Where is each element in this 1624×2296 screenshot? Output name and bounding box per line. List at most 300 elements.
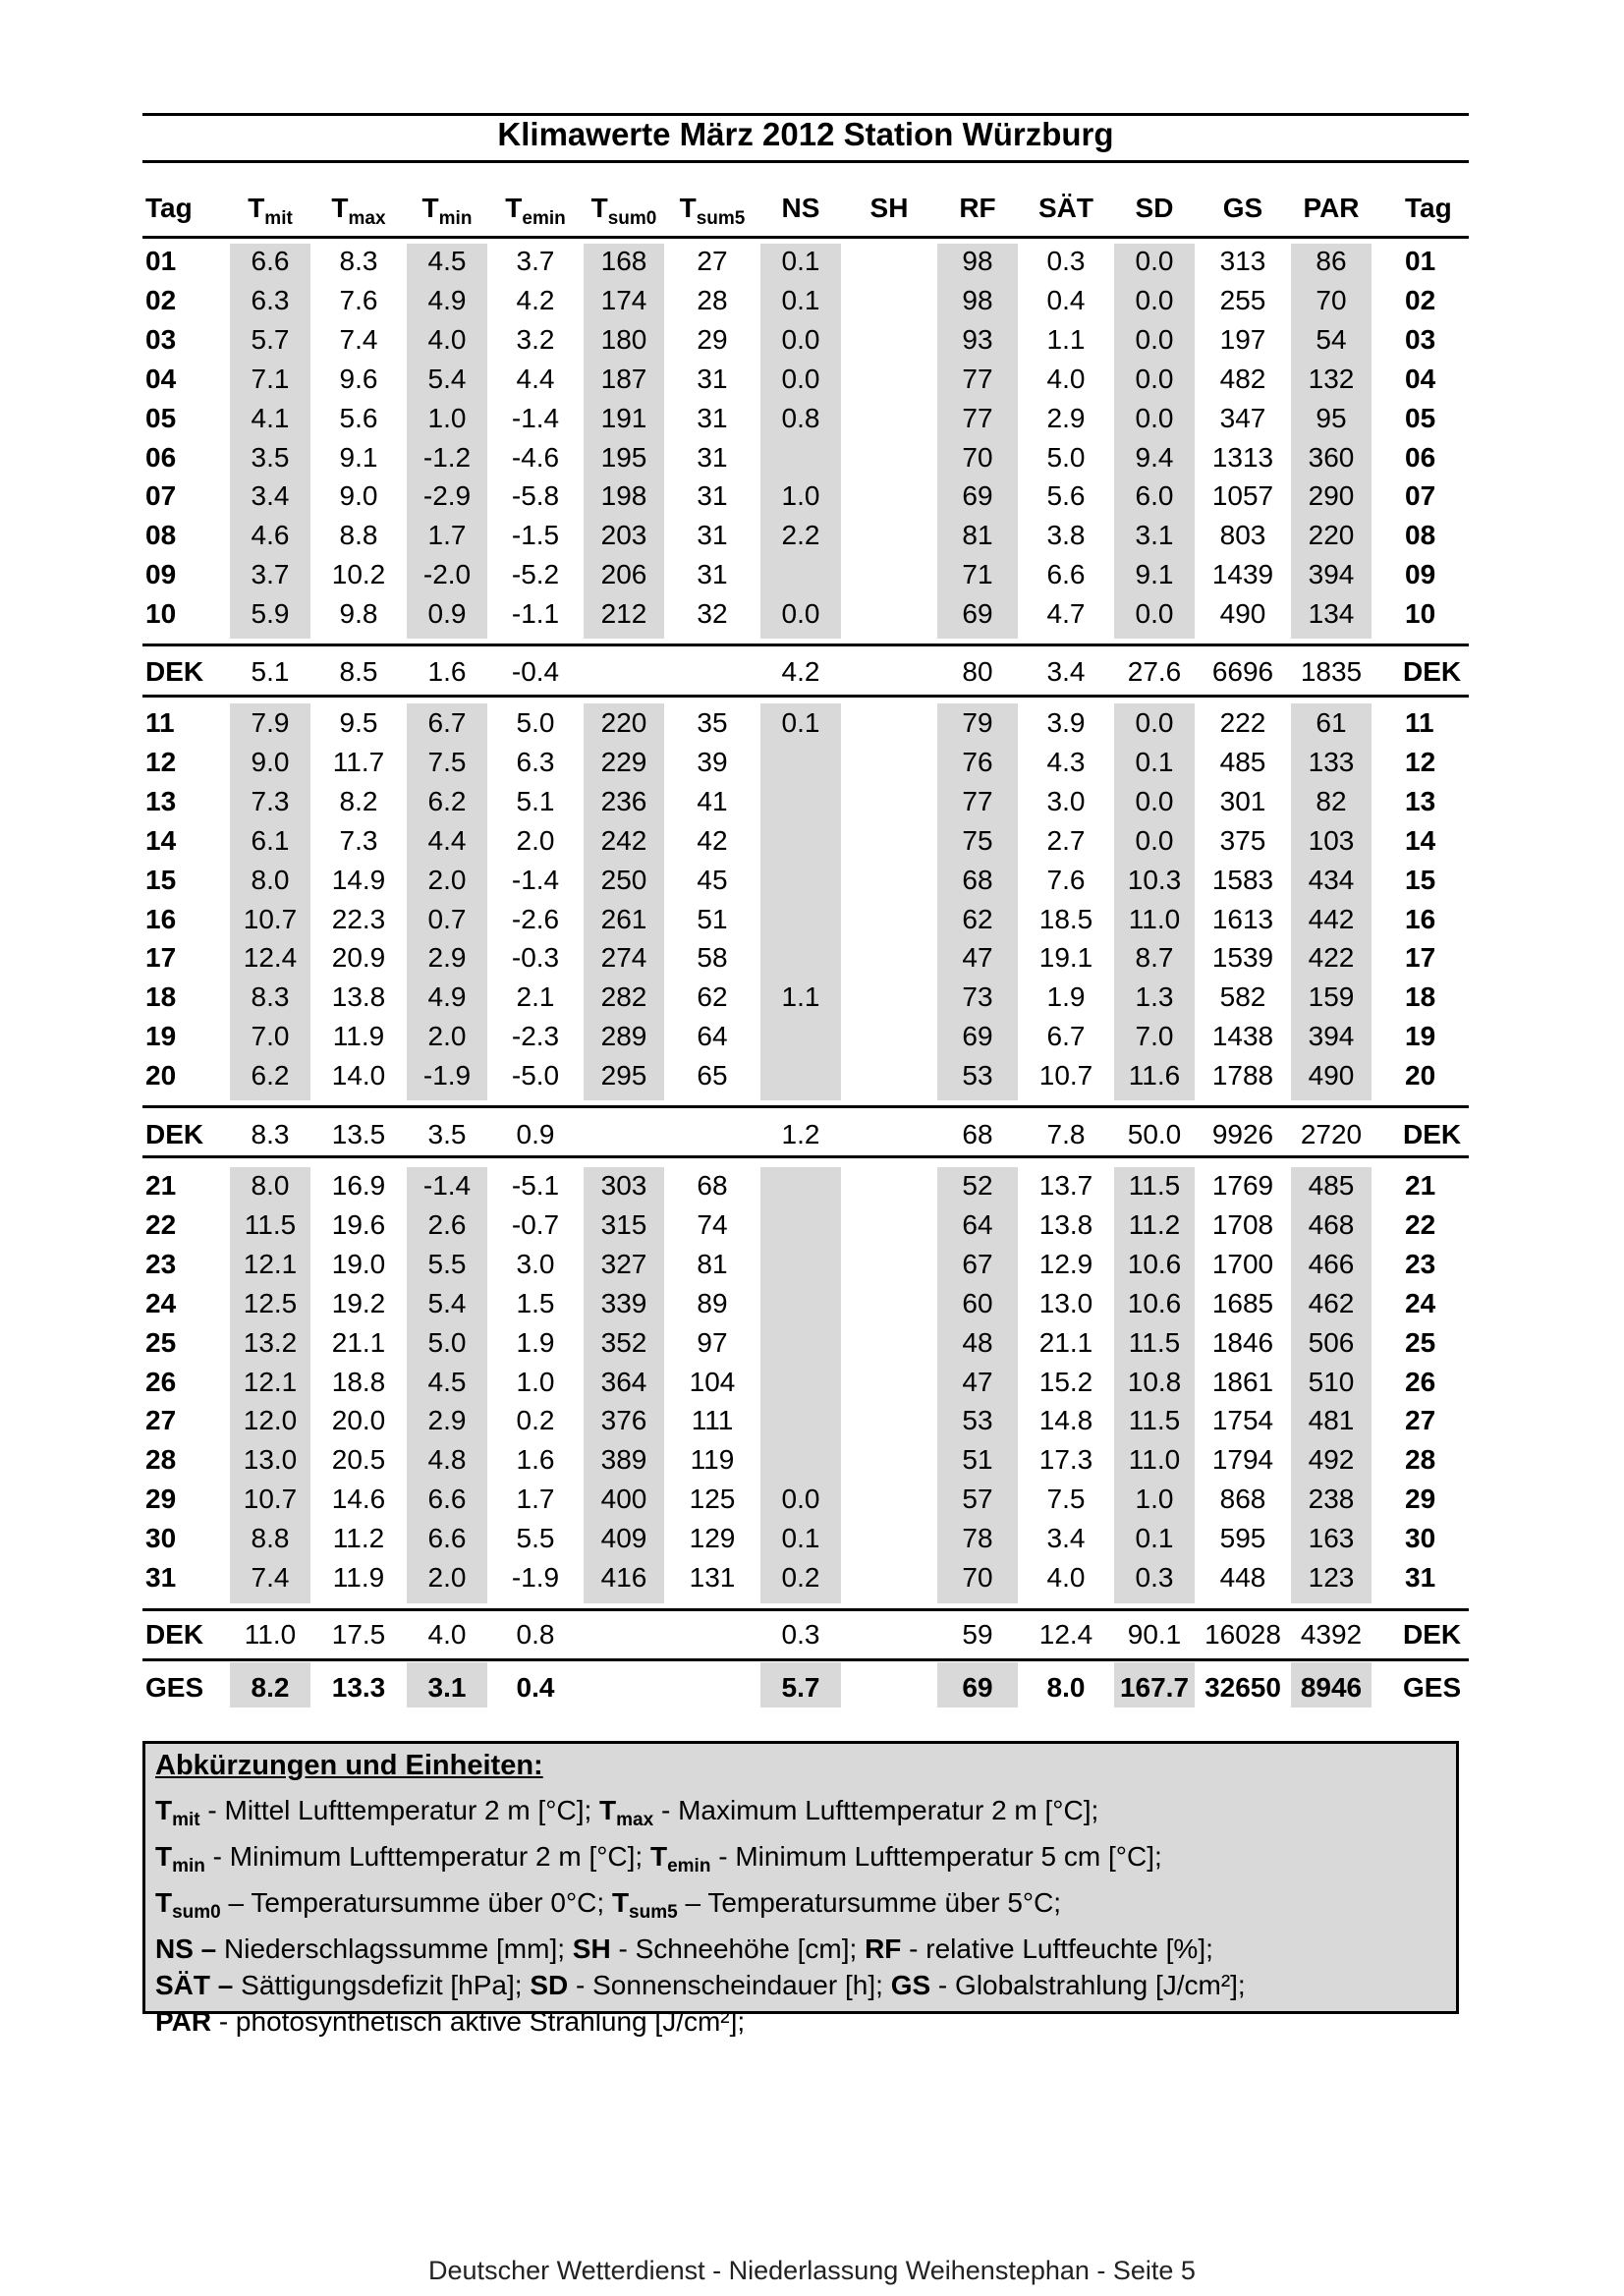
table-cell: 5.7 [251,323,290,355]
table-cell: 4.0 [1046,1562,1086,1593]
table-cell: -1.1 [511,598,560,630]
table-cell: 19.6 [331,1208,386,1240]
table-cell: 8.0 [1046,1672,1086,1703]
table-cell: 206 [600,559,647,590]
table-cell: 11.7 [332,746,385,777]
table-cell: 69 [962,1021,993,1052]
table-cell: 10.6 [1127,1287,1182,1318]
day-label: 28 [145,1444,177,1476]
table-cell: 0.3 [1135,1562,1174,1593]
table-cell: 0.8 [516,1619,555,1650]
table-cell: 7.8 [1046,1119,1086,1149]
table-cell: 11.5 [1128,1326,1181,1358]
day-label: 01 [1405,246,1436,276]
table-cell: 11.6 [1128,1060,1181,1092]
day-label: 15 [1405,864,1436,895]
table-cell: 12.0 [243,1405,298,1436]
table-cell: 98 [962,246,993,276]
table-cell: 11.9 [332,1562,385,1593]
table-cell: 22.3 [331,903,386,934]
page-footer: Deutscher Wetterdienst - Niederlassung Weihenstephan - Seite 5 [428,2256,1196,2285]
day-label: 13 [145,785,177,816]
table-cell: 1.5 [516,1287,555,1318]
table-cell: 4.0 [1046,363,1086,394]
table-cell: 11.0 [1128,1444,1181,1476]
table-cell: 27 [697,246,728,276]
table-cell: 9.5 [339,707,378,738]
table-cell: 1.2 [781,1119,820,1149]
table-cell: 17.5 [331,1619,386,1650]
day-label: 23 [1405,1248,1436,1279]
table-cell: 315 [600,1208,647,1240]
table-cell: 8.2 [251,1672,290,1703]
table-cell: 123 [1308,1562,1355,1593]
ges-label: GES [145,1672,204,1703]
table-cell: 42 [697,824,728,856]
table-cell: -1.9 [422,1060,472,1092]
table-cell: 3.4 [1046,1523,1086,1554]
table-cell: 5.0 [427,1326,467,1358]
table-cell: 313 [1219,246,1266,276]
table-cell: 10.7 [243,1484,298,1515]
table-cell: 17.3 [1038,1444,1093,1476]
table-cell: 1708 [1211,1208,1274,1240]
table-cell: 3.1 [1135,520,1174,551]
table-cell: 2.9 [427,1405,467,1436]
table-cell: 1.0 [516,1366,555,1397]
table-cell: -1.4 [511,402,560,433]
table-cell: 2.9 [1046,402,1086,433]
table-cell: 11.9 [332,1021,385,1052]
table-cell: 31 [697,520,728,551]
column-header: NS [781,193,820,223]
table-cell: 10.7 [1038,1060,1093,1092]
table-cell: 9.4 [1135,441,1174,473]
table-cell: 180 [600,323,647,355]
table-cell: 5.4 [427,1287,467,1318]
table-cell: 3.5 [427,1119,467,1149]
table-cell: 1788 [1211,1060,1274,1092]
table-cell: 1754 [1211,1405,1274,1436]
table-cell: 4.9 [427,284,467,315]
table-cell: 19.2 [331,1287,386,1318]
column-header: $T_{sum0}$ [590,193,657,229]
table-cell: 5.9 [251,598,290,630]
day-label: 05 [145,402,177,433]
table-cell: 14.6 [331,1484,386,1515]
table-cell: 73 [962,981,993,1013]
table-cell: 0.1 [781,1523,820,1554]
column-header: Tag [145,193,193,223]
table-cell: 18.8 [331,1366,386,1397]
table-cell: 229 [600,746,647,777]
table-cell: 21.1 [1038,1326,1093,1358]
day-label: 15 [145,864,177,895]
day-label: 19 [145,1021,177,1052]
table-cell: 510 [1308,1366,1355,1397]
legend-line: $T_{mit}$ - Mittel Lufttemperatur 2 m [°C]; $T_{max}$ - Maximum Lufttemperatur 2 m [°C]; [155,1795,1099,1830]
table-cell: 0.0 [1135,284,1174,315]
decade-rule [142,1608,1469,1611]
table-cell: 125 [689,1484,736,1515]
day-label: 11 [145,707,175,738]
day-label: 22 [1405,1208,1436,1240]
table-cell: 1.7 [516,1484,555,1515]
day-label: 04 [145,363,177,394]
table-cell: 74 [697,1208,728,1240]
table-cell: 242 [600,824,647,856]
table-cell: 289 [600,1021,647,1052]
table-cell: 0.9 [427,598,467,630]
table-cell: 434 [1308,864,1355,895]
table-cell: 4.0 [427,323,467,355]
table-cell: -5.2 [511,559,560,590]
table-cell: 70 [962,441,993,473]
table-cell: 389 [600,1444,647,1476]
table-cell: 16028 [1204,1619,1281,1650]
table-cell: 32650 [1204,1672,1281,1703]
table-cell: 468 [1308,1208,1355,1240]
column-header: SÄT [1038,193,1093,223]
day-label: 21 [1405,1170,1436,1201]
table-cell: 5.4 [427,363,467,394]
table-cell: 47 [962,1366,993,1397]
table-cell: 0.2 [781,1562,820,1593]
table-cell: 47 [962,942,993,974]
table-cell: 0.0 [781,598,820,630]
day-label: 25 [145,1326,177,1358]
table-cell: 28 [697,284,728,315]
table-cell: 5.7 [781,1672,820,1703]
table-cell: 19.1 [1038,942,1093,974]
day-label: 16 [1405,903,1436,934]
table-cell: 448 [1219,1562,1266,1593]
table-cell: 31 [697,559,728,590]
table-cell: 274 [600,942,647,974]
table-cell: -1.9 [511,1562,560,1593]
table-cell: 6.6 [427,1484,467,1515]
table-cell: 77 [962,402,993,433]
day-label: 12 [145,746,177,777]
page-title: Klimawerte März 2012 Station Würzburg [497,116,1114,152]
table-cell: 0.1 [781,707,820,738]
day-label: 29 [1405,1484,1436,1515]
table-cell: 1.9 [516,1326,555,1358]
table-cell: 3.7 [516,246,555,276]
table-cell: 78 [962,1523,993,1554]
title-rule [142,160,1469,163]
table-cell: 3.0 [516,1248,555,1279]
table-cell: 75 [962,824,993,856]
table-cell: 442 [1308,903,1355,934]
table-cell: 54 [1316,323,1347,355]
table-cell: 19.0 [331,1248,386,1279]
table-cell: 7.0 [1135,1021,1174,1052]
table-cell: 195 [600,441,647,473]
day-label: 04 [1405,363,1436,394]
table-cell: 168 [600,246,647,276]
table-cell: 0.4 [1046,284,1086,315]
table-cell: 20.9 [331,942,386,974]
table-cell: 77 [962,785,993,816]
table-cell: 250 [600,864,647,895]
table-cell: 7.1 [251,363,290,394]
table-cell: 61 [1316,707,1347,738]
table-cell: -5.8 [511,480,560,512]
table-cell: 111 [691,1405,734,1436]
day-label: 02 [1405,284,1436,315]
day-label: 17 [145,942,177,974]
day-label: 30 [145,1523,177,1554]
table-cell: 0.1 [781,246,820,276]
table-cell: 1861 [1211,1366,1274,1397]
table-cell: 8.3 [251,981,290,1013]
table-cell: 133 [1308,746,1355,777]
table-cell: 0.1 [1135,1523,1174,1554]
table-cell: 220 [600,707,647,738]
table-cell: 4.6 [251,520,290,551]
table-cell: 76 [962,746,993,777]
table-cell: 1057 [1211,480,1274,512]
table-cell: 89 [697,1287,728,1318]
table-cell: 466 [1308,1248,1355,1279]
table-cell: 339 [600,1287,647,1318]
day-label: 06 [1405,441,1436,473]
header-rule [142,236,1469,239]
table-cell: 7.3 [339,824,378,856]
table-cell: 62 [962,903,993,934]
table-cell: 595 [1219,1523,1266,1554]
table-cell: 51 [697,903,728,934]
legend-line: NS – Niederschlagssumme [mm]; SH - Schneehöhe [cm]; RF - relative Luftfeuchte [%]; [155,1933,1213,1964]
table-cell: 3.0 [1046,785,1086,816]
table-cell: 187 [600,363,647,394]
table-cell: 8.8 [251,1523,290,1554]
table-cell: 5.0 [516,707,555,738]
table-cell: 422 [1308,942,1355,974]
legend-lines [155,1792,1446,2040]
table-cell: 0.4 [516,1672,555,1703]
table-cell: 7.5 [1046,1484,1086,1515]
table-cell: 131 [689,1562,736,1593]
table-cell: 4.4 [427,824,467,856]
dek-label: DEK [145,1119,204,1149]
day-label: 14 [1405,824,1436,856]
table-cell: 7.3 [251,785,290,816]
table-cell: 0.9 [516,1119,555,1149]
day-label: 08 [1405,520,1436,551]
table-cell: 485 [1219,746,1266,777]
table-cell: 10.3 [1127,864,1182,895]
table-cell: 1835 [1300,656,1363,687]
dek-label: DEK [1403,1619,1462,1650]
table-cell: 416 [600,1562,647,1593]
table-cell: 4.8 [427,1444,467,1476]
table-cell: 8.7 [1135,942,1174,974]
day-label: 28 [1405,1444,1436,1476]
day-label: 09 [1405,559,1436,590]
table-cell: -1.4 [511,864,560,895]
table-cell: 6.6 [1046,559,1086,590]
table-cell: 6.7 [1046,1021,1086,1052]
table-cell: 3.2 [516,323,555,355]
column-header: SD [1135,193,1174,223]
table-cell: 104 [689,1366,736,1397]
dek-label: DEK [1403,1119,1462,1149]
table-cell: 0.0 [1135,785,1174,816]
table-cell: 11.5 [1128,1405,1181,1436]
table-cell: 81 [697,1248,728,1279]
day-label: 12 [1405,746,1436,777]
table-cell: 13.0 [243,1444,298,1476]
table-cell: 10.6 [1127,1248,1182,1279]
table-cell: 5.1 [251,656,290,687]
table-cell: 4.2 [516,284,555,315]
table-cell: 1613 [1211,903,1274,934]
table-cell: 134 [1308,598,1355,630]
table-cell: 2.0 [427,1562,467,1593]
table-cell: 68 [962,1119,993,1149]
table-cell: 7.4 [251,1562,290,1593]
day-label: 10 [145,598,177,630]
table-cell: 59 [962,1619,993,1650]
table-cell: 29 [697,323,728,355]
legend-line: $T_{sum0}$ – Temperatursumme über 0°C; $T_{sum5}$ – Temperatursumme über 5°C; [155,1887,1062,1923]
table-cell: 0.7 [427,903,467,934]
table-cell: -0.3 [511,942,560,974]
dek-label: DEK [145,656,204,687]
table-cell: 20.5 [331,1444,386,1476]
table-cell: 1.6 [516,1444,555,1476]
table-cell: 2.0 [516,824,555,856]
table-cell: 4.1 [251,402,290,433]
table-cell: 1583 [1211,864,1274,895]
table-cell: 132 [1308,363,1355,394]
table-cell: 70 [1316,284,1347,315]
table-cell: 9.8 [339,598,378,630]
table-cell: 64 [697,1021,728,1052]
table-cell: 492 [1308,1444,1355,1476]
table-cell: 1700 [1211,1248,1274,1279]
table-cell: 8.5 [339,656,378,687]
table-cell: 1769 [1211,1170,1274,1201]
table-cell: 14.0 [331,1060,386,1092]
day-label: 22 [145,1208,177,1240]
table-cell: 3.1 [427,1672,467,1703]
table-cell: 2.0 [427,1021,467,1052]
table-cell: 21.1 [331,1326,386,1358]
table-cell: 2.6 [427,1208,467,1240]
table-cell: 31 [697,441,728,473]
day-label: 05 [1405,402,1436,433]
table-cell: 5.6 [339,402,378,433]
table-cell: 11.5 [244,1208,297,1240]
table-cell: 5.5 [427,1248,467,1279]
table-cell: 0.0 [1135,402,1174,433]
table-cell: 1438 [1211,1021,1274,1052]
table-cell: 6.6 [251,246,290,276]
column-header: GS [1222,193,1263,223]
table-cell: 2.0 [427,864,467,895]
table-cell: -5.0 [511,1060,560,1092]
table-cell: 7.5 [427,746,467,777]
table-cell: 60 [962,1287,993,1318]
table-cell: 90.1 [1127,1619,1182,1650]
table-cell: 1.7 [427,520,467,551]
table-cell: 12.5 [243,1287,298,1318]
table-cell: 31 [697,402,728,433]
table-cell: 9.1 [1135,559,1174,590]
table-cell: 69 [962,1672,993,1703]
table-cell: 103 [1308,824,1355,856]
legend-box [142,1741,1459,2037]
table-cell: 2.7 [1046,824,1086,856]
table-cell: 1439 [1211,559,1274,590]
column-header: $T_{mit}$ [248,193,293,229]
table-cell: 238 [1308,1484,1355,1515]
table-cell: 400 [600,1484,647,1515]
table-cell: 4392 [1300,1619,1363,1650]
legend-line: SÄT – Sättigungsdefizit [hPa]; SD - Sonnenscheindauer [h]; GS - Globalstrahlung [J/cm²]; [155,1970,1246,2000]
table-cell: 6.6 [427,1523,467,1554]
table-cell: 352 [600,1326,647,1358]
table-cell: 0.1 [1135,746,1174,777]
decade-rule [142,1658,1469,1661]
decade-rule [142,644,1469,646]
table-cell: 0.2 [516,1405,555,1436]
day-label: 27 [1405,1405,1436,1436]
table-cell: 7.4 [339,323,378,355]
table-cell: 8.0 [251,1170,290,1201]
table-cell: 364 [600,1366,647,1397]
table-cell: 86 [1316,246,1347,276]
day-label: 09 [145,559,177,590]
day-label: 06 [145,441,177,473]
table-cell: 57 [962,1484,993,1515]
table-cell: 4.4 [516,363,555,394]
day-label: 27 [145,1405,177,1436]
table-cell: 462 [1308,1287,1355,1318]
table-cell: 0.0 [1135,246,1174,276]
column-header: PAR [1303,193,1360,223]
table-cell: 1846 [1211,1326,1274,1358]
table-cell: 50.0 [1127,1119,1182,1149]
table-cell: -1.2 [422,441,472,473]
day-label: 24 [1405,1287,1436,1318]
table-cell: 6.1 [251,824,290,856]
table-cell: 582 [1219,981,1266,1013]
table-cell: 0.3 [781,1619,820,1650]
day-label: 02 [145,284,177,315]
table-cell: 80 [962,656,993,687]
table-cell: 6.0 [1135,480,1174,512]
table-cell: 490 [1219,598,1266,630]
table-cell: -1.5 [511,520,560,551]
table-cell: 11.0 [244,1619,297,1650]
table-cell: 12.4 [243,942,298,974]
legend-title: Abkürzungen und Einheiten: [155,1750,543,1781]
table-cell: 9.0 [251,746,290,777]
table-cell: 97 [697,1326,728,1358]
table-cell: 10.2 [331,559,386,590]
table-cell: 62 [697,981,728,1013]
table-cell: 81 [962,520,993,551]
column-header: SH [869,193,909,223]
dek-label: DEK [1403,656,1462,687]
table-cell: 15.2 [1038,1366,1093,1397]
table-cell: 394 [1308,559,1355,590]
table-cell: 70 [962,1562,993,1593]
